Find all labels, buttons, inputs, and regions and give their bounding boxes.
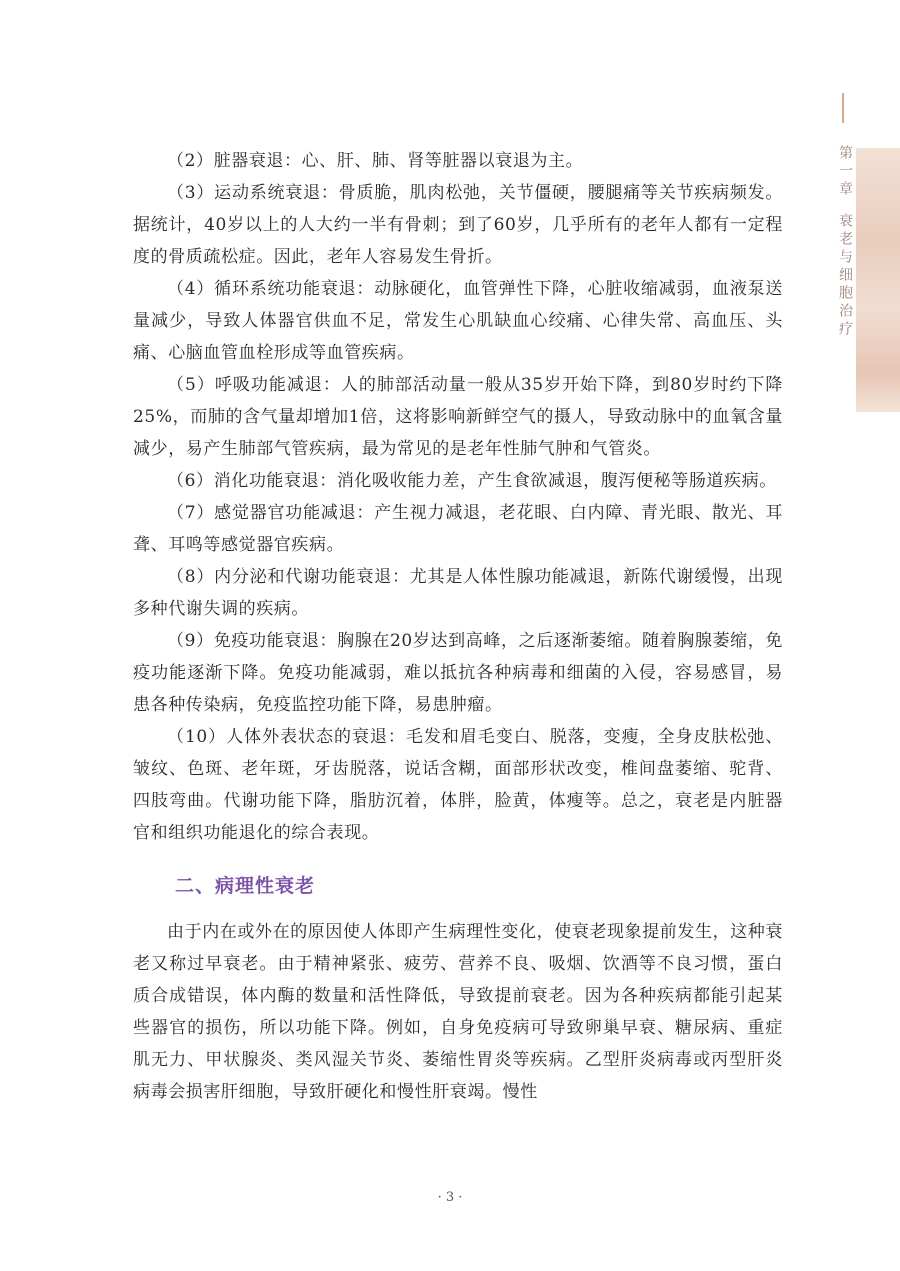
- paragraph-digestive: （6）消化功能衰退：消化吸收能力差，产生食欲减退，腹泻便秘等肠道疾病。: [167, 471, 777, 491]
- paragraph-pathological-aging: 由于内在或外在的原因使人体即产生病理性变化，使衰老现象提前发生，这种衰老又称过早衰老。由于精神紧张、疲劳、营养不良、吸烟、饮酒等不良习惯，蛋白质合成错误，体内酶的数量和活性降低，导致提前衰老。因为各种疾病都能引起某些器官的损伤，所以功能下降。例如，自身免疫病可导致卵巢早衰、糖尿病、重症肌无力、甲状腺炎、类风湿关节炎、萎缩性胃炎等疾病。乙型肝炎病毒或丙型肝炎病毒会损害肝细胞，导致肝硬化和慢性肝衰竭。慢性: [133, 922, 783, 1102]
- chapter-title: 衰老与细胞治疗: [837, 213, 853, 339]
- paragraph-sensory: （7）感觉器官功能减退：产生视力减退，老花眼、白内障、青光眼、散光、耳聋、耳鸣等感觉器官疾病。: [133, 503, 783, 555]
- paragraph-organs: （2）脏器衰退：心、肝、肺、肾等脏器以衰退为主。: [167, 151, 584, 171]
- paragraph-circulatory: （4）循环系统功能衰退：动脉硬化，血管弹性下降，心脏收缩减弱，血液泵送量减少，导致人体器官供血不足，常发生心肌缺血心绞痛、心律失常、高血压、头痛、心脑血管血栓形成等血管疾病。: [133, 279, 783, 363]
- paragraph-motor-system: （3）运动系统衰退：骨质脆，肌肉松弛，关节僵硬，腰腿痛等关节疾病频发。据统计，40岁以上的人大约一半有骨刺；到了60岁，几乎所有的老年人都有一定程度的骨质疏松症。因此，老年人容易发生骨折。: [133, 183, 783, 267]
- page-body: [133, 145, 783, 1108]
- chapter-label: [831, 145, 855, 339]
- chapter-side-tab: [856, 148, 900, 412]
- page-number: · 3 ·: [437, 1190, 463, 1205]
- section-heading: 二、病理性衰老: [175, 875, 316, 897]
- paragraph-endocrine: （8）内分泌和代谢功能衰退：尤其是人体性腺功能减退，新陈代谢缓慢，出现多种代谢失调的疾病。: [133, 567, 783, 619]
- paragraph-appearance: （10）人体外表状态的衰退：毛发和眉毛变白、脱落，变瘦，全身皮肤松弛、皱纹、色斑、老年斑，牙齿脱落，说话含糊，面部形状改变，椎间盘萎缩、驼背、四肢弯曲。代谢功能下降，脂肪沉着，体胖，脸黄，体瘦等。总之，衰老是内脏器官和组织功能退化的综合表现。: [133, 727, 783, 843]
- paragraph-immune: （9）免疫功能衰退：胸腺在20岁达到高峰，之后逐渐萎缩。随着胸腺萎缩，免疫功能逐渐下降。免疫功能减弱，难以抵抗各种病毒和细菌的入侵，容易感冒，易患各种传染病，免疫监控功能下降，易患肿瘤。: [133, 631, 783, 715]
- chapter-marker-bar: [842, 93, 844, 123]
- chapter-number: 第一章: [837, 145, 853, 199]
- paragraph-respiratory: （5）呼吸功能减退：人的肺部活动量一般从35岁开始下降，到80岁时约下降25%，而肺的含气量却增加1倍，这将影响新鲜空气的摄人，导致动脉中的血氧含量减少，易产生肺部气管疾病，最为常见的是老年性肺气肿和气管炎。: [133, 375, 783, 459]
